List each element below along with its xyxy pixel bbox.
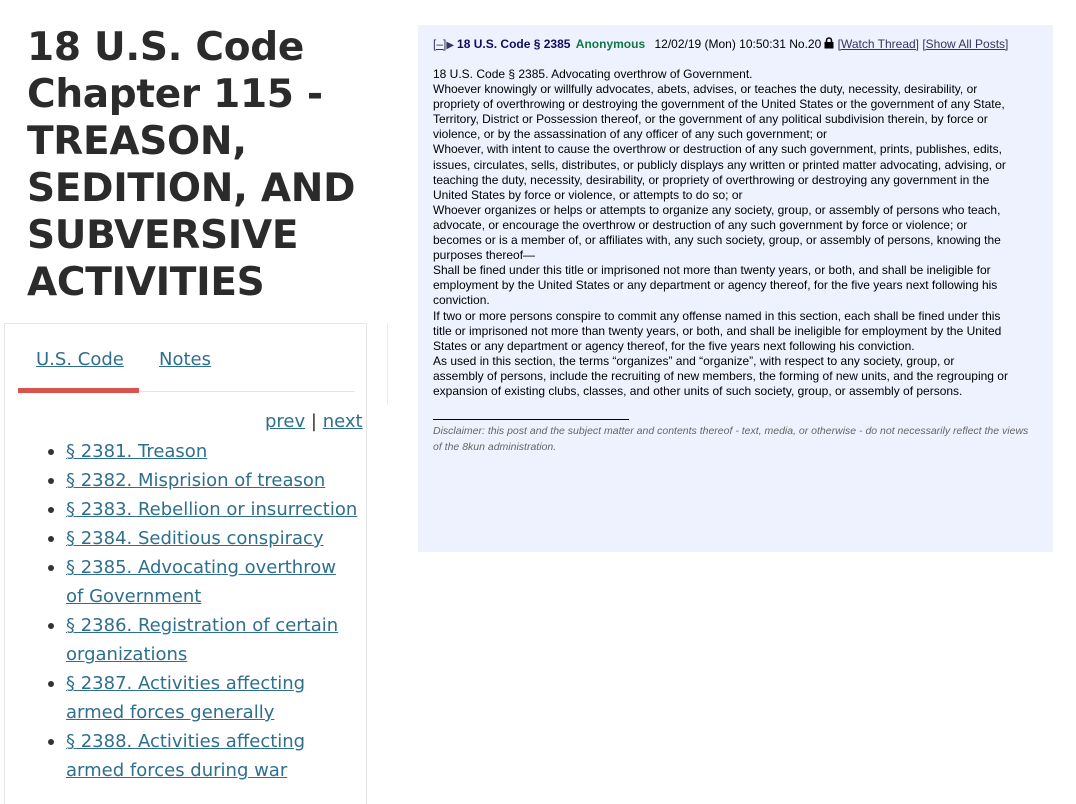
post-number[interactable]: No.20 xyxy=(789,37,822,51)
signature-divider xyxy=(433,419,629,420)
board-post xyxy=(418,25,1053,552)
section-link-2386[interactable]: § 2386. Registration of certain organizations xyxy=(66,615,339,665)
section-link-2385[interactable]: § 2385. Advocating overthrow of Government xyxy=(66,557,336,607)
post-paragraph: Whoever organizes or helps or attempts to organize any society, group, or assembly of persons who teach, advocate, or encourage the overthrow or destruction of any such government by force or violence; or becomes or is a member of, or affiliates with, any such society, group, or assembly of persons, knowing the purposes thereof— xyxy=(433,202,1001,263)
list-item xyxy=(48,495,358,524)
post-paragraph: If two or more persons conspire to commit any offense named in this section, each shall be fined under this title or imprisoned not more than twenty years, or both, and shall be ineligible for employment by the United States or any department or agency thereof, for the five years next following his conviction. xyxy=(433,308,1002,353)
panel-divider xyxy=(387,323,388,405)
section-link-2381[interactable]: § 2381. Treason xyxy=(66,441,208,462)
bullet-icon xyxy=(48,623,54,629)
post-header xyxy=(433,37,1033,53)
post-paragraph: Whoever knowingly or willfully advocates, abets, advises, or teaches the duty, necessity, desirability, or propriety of overthrowing or destroying the government of the United States or the government of any State, Territory, District or Possession thereof, or the government of any political subdivision therein, by force or violence, or by the assassination of any officer of any such government; or xyxy=(433,82,1005,142)
show-all-posts-link[interactable]: [Show All Posts] xyxy=(922,37,1009,51)
post-paragraph: Whoever, with intent to cause the overthrow or destruction of any such government, prints, publishes, edits, issues, circulates, sells, distributes, or publicly displays any written or printed matter advocating, advising, or teaching the duty, necessity, desirability, or propriety of overthrowing or destroying any government in the United States by force or violence, or attempts to do so; or xyxy=(433,142,1006,202)
next-link[interactable]: next xyxy=(322,411,363,432)
section-link-2388[interactable]: § 2388. Activities affecting armed forces during war xyxy=(66,731,306,781)
collapse-post-button[interactable]: [–] xyxy=(433,37,447,51)
bullet-icon xyxy=(48,449,54,455)
section-link-2384[interactable]: § 2384. Seditious conspiracy xyxy=(66,528,324,549)
watch-thread-link[interactable]: [Watch Thread] xyxy=(837,37,919,51)
post-paragraph: As used in this section, the terms “organizes” and “organize”, with respect to any society, group, or assembly of persons, include the recruiting of new members, the forming of new units, and the regrouping or expansion of existing clubs, classes, and other units of such society, group, or assembly of persons. xyxy=(433,353,1008,398)
list-item xyxy=(48,553,358,611)
post-disclaimer: Disclaimer: this post and the subject matter and contents thereof - text, media, or otherwise - do not necessarily reflect the views of the 8kun administration. xyxy=(433,425,1029,454)
list-item xyxy=(48,466,358,495)
section-link-2383[interactable]: § 2383. Rebellion or insurrection xyxy=(66,499,358,520)
post-subject: 18 U.S. Code § 2385 xyxy=(457,37,571,51)
list-item xyxy=(48,524,358,553)
poster-name: Anonymous xyxy=(575,37,646,51)
tab-bar xyxy=(18,324,355,392)
tab-notes[interactable]: Notes xyxy=(159,349,211,370)
active-tab-indicator xyxy=(18,388,139,393)
toc-panel xyxy=(4,323,367,804)
tab-us-code[interactable]: U.S. Code xyxy=(36,349,124,370)
pager-separator: | xyxy=(310,411,317,432)
section-list xyxy=(48,437,358,785)
list-item xyxy=(48,437,358,466)
post-paragraph: 18 U.S. Code § 2385. Advocating overthrow of Government. xyxy=(433,67,753,81)
section-link-2387[interactable]: § 2387. Activities affecting armed forces generally xyxy=(66,673,306,723)
bullet-icon xyxy=(48,478,54,484)
post-date: 12/02/19 (Mon) 10:50:31 xyxy=(654,37,786,51)
bullet-icon xyxy=(48,536,54,542)
prev-link[interactable]: prev xyxy=(265,411,306,432)
list-item xyxy=(48,611,358,669)
bullet-icon xyxy=(48,565,54,571)
pager xyxy=(265,411,363,432)
page-title: 18 U.S. Code Chapter 115 - TREASON, SEDITION, AND SUBVERSIVE ACTIVITIES xyxy=(27,25,356,305)
lock-icon xyxy=(824,37,834,53)
list-item xyxy=(48,669,358,727)
bullet-icon xyxy=(48,507,54,513)
post-paragraph: Shall be fined under this title or imprisoned not more than twenty years, or both, and shall be ineligible for employment by the United States or any department or agency thereof, for the five years next following his conviction. xyxy=(433,263,998,308)
bullet-icon xyxy=(48,739,54,745)
triangle-right-icon[interactable]: ▶ xyxy=(446,40,455,51)
post-body xyxy=(433,67,1008,399)
bullet-icon xyxy=(48,681,54,687)
list-item xyxy=(48,727,358,785)
section-link-2382[interactable]: § 2382. Misprision of treason xyxy=(66,470,326,491)
